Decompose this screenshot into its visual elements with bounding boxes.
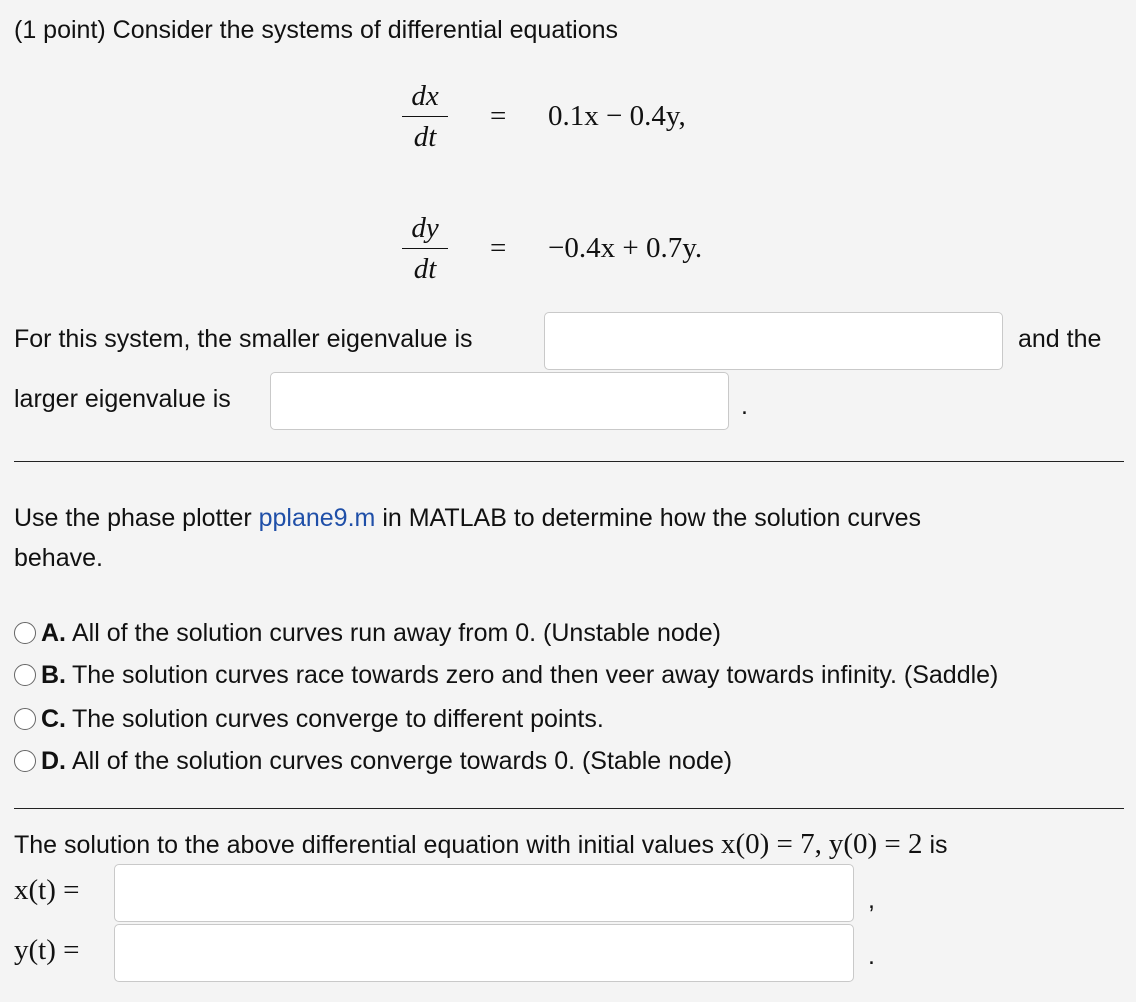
fraction-bar [402,116,448,117]
option-text: The solution curves converge to different points. [72,704,604,733]
y-period: . [868,942,875,970]
option-letter: B. [41,660,66,689]
option-a[interactable] [14,616,721,650]
y-solution-input[interactable] [114,924,854,982]
radio-button[interactable] [14,708,36,730]
x-of-t-label: x(t) = [14,874,80,906]
point-label: (1 point) [14,16,106,44]
pplane-link[interactable]: pplane9.m [258,504,376,532]
equation-rhs-1: 0.1x − 0.4y, [548,100,686,132]
radio-button[interactable] [14,750,36,772]
question-intro: Consider the systems of differential equations [112,16,619,44]
initial-condition-x: x(0) = 7, [720,828,822,860]
phase-text-1: Use the phase plotter [14,504,252,532]
radio-button[interactable] [14,664,36,686]
eigen-second: larger eigenvalue is [14,385,231,413]
solution-prefix: The solution to the above differential equation with initial values [14,831,714,859]
radio-button[interactable] [14,622,36,644]
equals-sign: = [490,100,507,132]
fraction-numerator: dx [411,80,439,112]
solution-prompt [14,828,948,861]
fraction-numerator: dy [411,212,439,244]
initial-condition-y: y(0) = 2 [828,828,923,860]
fraction-denominator: dt [413,253,437,285]
phase-instructions [14,498,1114,578]
equation-rhs-2: −0.4x + 0.7y. [548,232,703,264]
option-text: All of the solution curves run away from 0. (Unstable node) [72,618,721,647]
solution-suffix: is [929,831,948,859]
section-divider [14,808,1124,809]
question-header [14,16,618,45]
fraction-dxdt [402,80,448,153]
x-comma: , [868,886,875,914]
section-divider [14,461,1124,462]
y-of-t-label: y(t) = [14,934,80,966]
option-text: All of the solution curves converge towards 0. (Stable node) [72,746,733,775]
option-letter: A. [41,618,66,647]
option-c[interactable] [14,702,604,736]
option-b[interactable] [14,658,998,692]
smaller-eigenvalue-input[interactable] [544,312,1003,370]
option-d[interactable] [14,744,732,778]
option-letter: C. [41,704,66,733]
equals-sign: = [490,232,507,264]
eigen-middle: and the [1018,325,1102,353]
eigen-prompt: For this system, the smaller eigenvalue is [14,325,473,353]
fraction-bar [402,248,448,249]
fraction-denominator: dt [413,121,437,153]
option-letter: D. [41,746,66,775]
phase-text-2: in MATLAB to determine how the solution curves [382,504,921,532]
larger-eigenvalue-input[interactable] [270,372,729,430]
option-text: The solution curves race towards zero and then veer away towards infinity. (Saddle) [72,660,999,689]
eigen-period: . [741,392,748,420]
fraction-dydt [402,212,448,285]
x-solution-input[interactable] [114,864,854,922]
phase-text-3: behave. [14,544,103,572]
